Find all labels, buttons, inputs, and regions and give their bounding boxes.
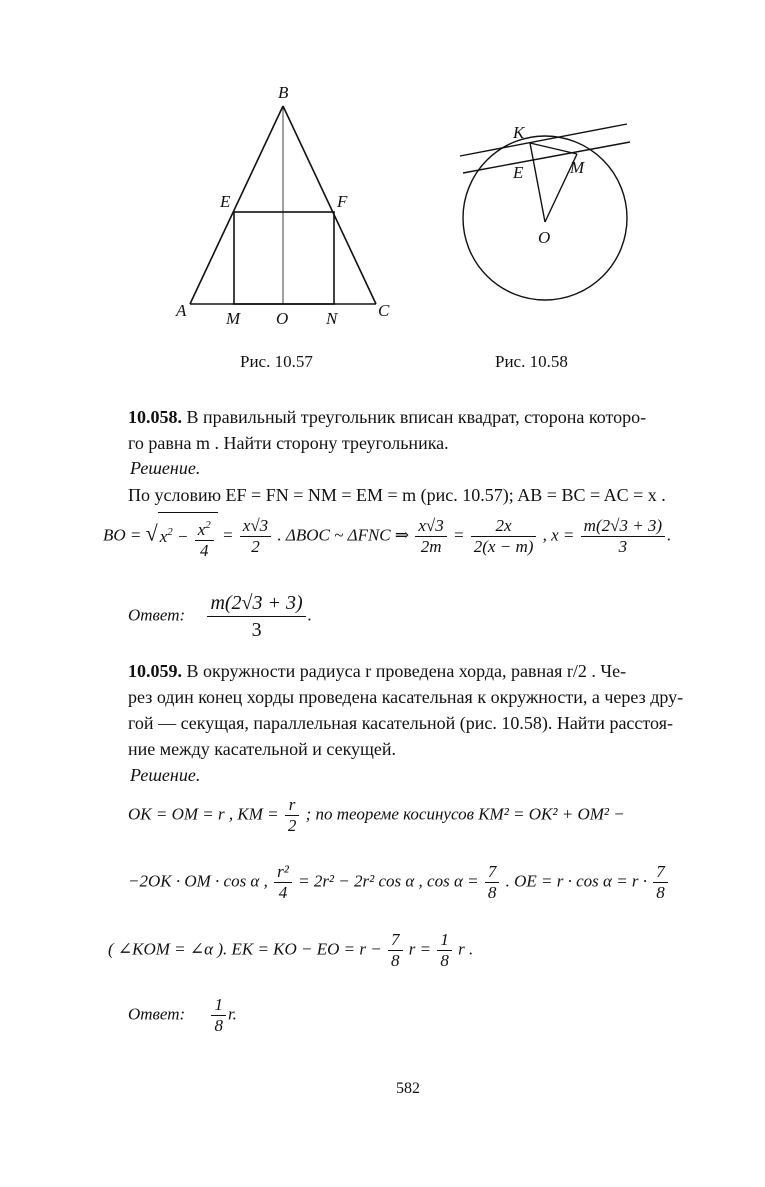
- problem-text: В правильный треугольник вписан квадрат, сторона которо-: [182, 407, 647, 427]
- sqrt-body: $x^2$ − $\frac{x^2}{4}$: [158, 512, 218, 561]
- answer-tail: r.: [227, 1004, 237, 1024]
- label-m: M: [226, 309, 241, 328]
- formula-part: 8: [487, 883, 497, 902]
- tangent-line: [460, 124, 627, 156]
- caption-fig-10-57: Рис. 10.57: [240, 352, 313, 371]
- formula-part: 7: [653, 862, 668, 883]
- side-bc: [283, 106, 376, 304]
- problem-number: 10.058.: [128, 407, 182, 427]
- answer-10-059: [128, 995, 237, 1036]
- formula-part: 2: [287, 816, 297, 835]
- answer-10-058: Ответ: $\frac{m(2√3 + 3)}{3}$ .: [128, 592, 312, 641]
- problem-10-059-line4: ние между касательной и секущей.: [128, 739, 397, 759]
- formula-part: r =: [408, 939, 432, 959]
- inscribed-square: [234, 212, 334, 304]
- label-o: O: [276, 309, 289, 328]
- problem-10-059-line1: [128, 658, 738, 684]
- problem-10-059-line3: гой — секущая, параллельная касательной (рис. 10.58). Найти расстоя-: [128, 713, 673, 733]
- answer-label: Ответ:: [128, 605, 186, 625]
- side-ab: [190, 106, 283, 304]
- circle: [463, 136, 627, 300]
- caption-fig-10-58: Рис. 10.58: [495, 352, 568, 371]
- formula-part: 2m: [420, 537, 442, 556]
- label-m: M: [570, 158, 585, 177]
- figure-10-57: [170, 80, 410, 330]
- formula-part: x: [197, 520, 206, 539]
- answer-numerator: m(2√3 + 3): [207, 590, 305, 617]
- formula-line-1: [128, 795, 625, 836]
- formula-part: BO =: [103, 525, 142, 545]
- formula-part: =: [453, 525, 469, 545]
- formula-part: m(2√3 + 3): [581, 516, 665, 537]
- formula-part: 8: [656, 883, 665, 902]
- label-e: E: [513, 163, 524, 182]
- formula-part: 1: [437, 930, 452, 951]
- label-b: B: [278, 83, 289, 102]
- label-a: A: [176, 301, 187, 320]
- formula-part: x√3: [240, 516, 271, 537]
- answer-label: Ответ:: [128, 1004, 186, 1024]
- solution-label: Решение.: [130, 458, 201, 478]
- condition-line: По условию EF = FN = NM = EM = m (рис. 10.57); AB = BC = AC = x .: [128, 485, 666, 505]
- label-n: N: [326, 309, 338, 328]
- answer-numerator: 1: [211, 995, 226, 1016]
- page-number: 582: [396, 1080, 420, 1097]
- label-e: E: [220, 192, 231, 211]
- formula-part: r .: [458, 939, 474, 959]
- formula-part: 7: [388, 930, 403, 951]
- formula-part: ( ∠KOM = ∠α ). EK = KO − EO = r −: [108, 939, 382, 959]
- problem-10-058-line1: [128, 404, 738, 430]
- figure-10-58: [455, 118, 640, 313]
- formula-part: −2OK · OM · cos α ,: [128, 871, 268, 891]
- label-k: K: [513, 123, 525, 142]
- formula-part: 8: [391, 951, 400, 970]
- formula-part: . OE = r · cos α = r ·: [505, 871, 648, 891]
- formula-part: 4: [278, 883, 288, 902]
- formula-part: 2(x − m): [473, 537, 534, 556]
- label-c: C: [378, 301, 390, 320]
- formula-part: OK = OM = r , KM =: [128, 804, 279, 824]
- problem-10-059-line2: рез один конец хорды проведена касательная к окружности, а через дру-: [128, 687, 684, 707]
- formula-part: −: [172, 526, 193, 546]
- solution-label: Решение.: [130, 765, 201, 785]
- formula-part: 7: [485, 862, 500, 883]
- problem-10-058-line2: го равна m . Найти сторону треугольника.: [128, 433, 449, 453]
- formula-part: 2x: [471, 516, 537, 537]
- formula-part: x: [159, 526, 168, 546]
- formula-part: x√3: [415, 516, 446, 537]
- formula-part: r²: [274, 862, 292, 883]
- problem-text: В окружности радиуса r проведена хорда, равная r/2 . Че-: [182, 661, 627, 681]
- formula-part: r: [285, 795, 300, 816]
- formula-part: . ΔBOC ~ ΔFNC ⇒: [277, 525, 410, 545]
- label-o: O: [538, 228, 551, 247]
- radius-ok: [530, 143, 545, 222]
- formula-part: , x =: [542, 525, 575, 545]
- formula-part: = 2r² − 2r² cos α , cos α =: [298, 871, 479, 891]
- formula-part: 3: [618, 537, 628, 556]
- formula-part: 4: [200, 541, 209, 560]
- problem-number: 10.059.: [128, 661, 182, 681]
- formula-part: ; по теореме косинусов KM² = OK² + OM² −: [305, 804, 625, 824]
- answer-denominator: 3: [251, 619, 262, 641]
- formula-part: =: [222, 525, 238, 545]
- formula-line-3: [108, 930, 473, 971]
- formula-line-2: [128, 862, 670, 903]
- formula-part: 2: [251, 537, 260, 556]
- label-f: F: [337, 192, 348, 211]
- answer-denominator: 8: [214, 1016, 223, 1035]
- sqrt-sign: √: [145, 520, 158, 546]
- formula-bo: BO = √ $x^2$ − $\frac{x^2}{4}$ = $\frac{x√3}{2}$ . ΔBOC ~ ΔFNC ⇒ $\frac{x√3}{2m}$ = $\frac{2x}{2(x - m)}$ , x = $\frac{m(2√3 + 3)}{3}$ .: [103, 512, 671, 561]
- formula-part: 8: [440, 951, 449, 970]
- chord-km: [530, 143, 577, 154]
